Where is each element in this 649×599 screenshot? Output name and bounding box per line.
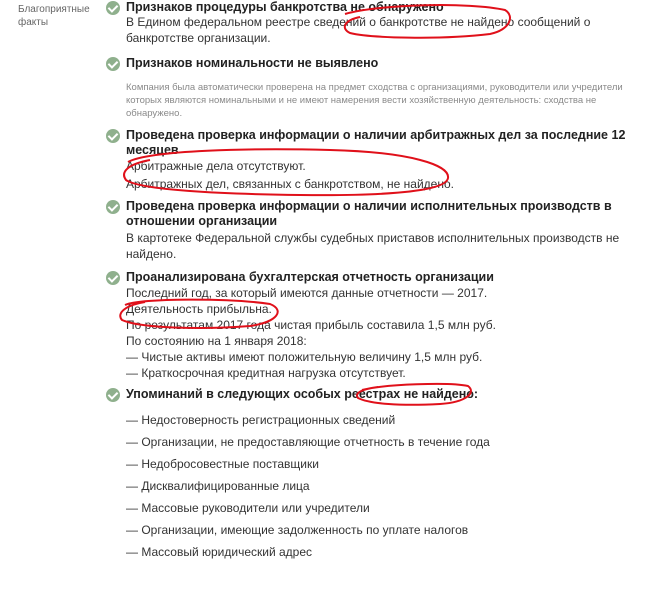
- fact-text: Арбитражные дела отсутствуют. Арбитражных дел, связанных с банкротством, не найдено.: [126, 159, 454, 191]
- check-icon: [106, 200, 120, 214]
- fact-text: Последний год, за который имеются данные отчетности — 2017. Деятельность прибыльна. По результатам 2017 года чистая прибыль составила 1,5 млн руб. По состоянию на 1 января 2018: — Чистые активы имеют положительную величину 1,5 млн руб. — Краткосрочная кредитная нагрузка отсутствует.: [126, 286, 496, 380]
- sidebar-label: Благоприятные факты: [18, 4, 90, 28]
- fact-note: Компания была автоматически проверена на предмет сходства с организациями, руководители или учредители которых являются номинальными и не имеют намерения вести хозяйственную деятельность: сходства не обнаружено.: [126, 82, 623, 119]
- list-item: — Организации, имеющие задолженность по уплате налогов: [126, 523, 469, 537]
- registry-list: [126, 412, 490, 566]
- fact-text: В Едином федеральном реестре сведений о банкротстве не найдено сообщений о банкротстве организации.: [126, 15, 591, 45]
- list-item: — Недостоверность регистрационных сведений: [126, 413, 396, 427]
- check-icon: [106, 1, 120, 15]
- fact-title: Проанализирована бухгалтерская отчетность организации: [126, 270, 494, 284]
- list-item: — Дисквалифицированные лица: [126, 479, 310, 493]
- fact-title: Признаков номинальности не выявлено: [126, 56, 379, 70]
- fact-title: Упоминаний в следующих особых реестрах не найдено:: [126, 387, 479, 401]
- fact-text: В картотеке Федеральной службы судебных приставов исполнительных производств не найдено.: [126, 231, 620, 261]
- check-icon: [106, 129, 120, 143]
- check-icon: [106, 57, 120, 71]
- list-item: — Организации, не предоставляющие отчетность в течение года: [126, 435, 490, 449]
- check-icon: [106, 271, 120, 285]
- list-item: — Недобросовестные поставщики: [126, 457, 319, 471]
- list-item: — Массовый юридический адрес: [126, 545, 313, 559]
- fact-title: Признаков процедуры банкротства не обнаружено: [126, 0, 444, 14]
- fact-title: Проведена проверка информации о наличии исполнительных производств в отношении организации: [126, 199, 612, 228]
- check-icon: [106, 388, 120, 402]
- list-item: — Массовые руководители или учредители: [126, 501, 370, 515]
- fact-title: Проведена проверка информации о наличии арбитражных дел за последние 12 месяцев: [126, 128, 626, 157]
